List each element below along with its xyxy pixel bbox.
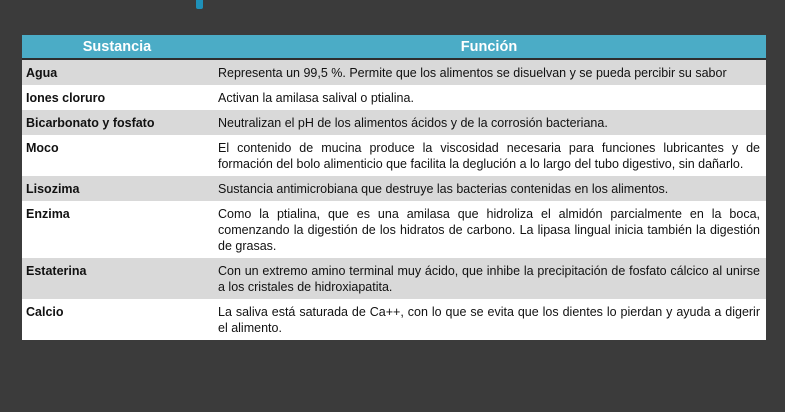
substance-name: Moco: [22, 135, 212, 176]
table-row: [22, 201, 766, 258]
substance-name: Bicarbonato y fosfato: [22, 110, 212, 135]
substance-function: Como la ptialina, que es una amilasa que hidroliza el almidón parcialmente en la boca, comenzando la digestión de los hidratos de carbono. La lipasa lingual inicia también la digestión de grasas.: [212, 201, 766, 258]
substance-function: La saliva está saturada de Ca++, con lo que se evita que los dientes lo pierdan y ayuda a digerir el alimento.: [212, 299, 766, 340]
substance-function: Activan la amilasa salival o ptialina.: [212, 85, 766, 110]
substance-name: Estaterina: [22, 258, 212, 299]
table-row: [22, 85, 766, 110]
column-header-substance: Sustancia: [22, 35, 212, 59]
saliva-components-table: [22, 35, 766, 412]
substance-name: Calcio: [22, 299, 212, 340]
substance-function: Sustancia antimicrobiana que destruye las bacterias contenidas en los alimentos.: [212, 176, 766, 201]
table-row: [22, 135, 766, 176]
column-header-function: Función: [212, 35, 766, 59]
substance-name: Agua: [22, 59, 212, 85]
substance-name: Lisozima: [22, 176, 212, 201]
table-row: [22, 59, 766, 85]
table-header-row: [22, 35, 766, 59]
substance-function: Con un extremo amino terminal muy ácido, que inhibe la precipitación de fosfato cálcico al unirse a los cristales de hidroxiapatita.: [212, 258, 766, 299]
table-row: [22, 110, 766, 135]
table-row: [22, 299, 766, 340]
substance-function: Representa un 99,5 %. Permite que los alimentos se disuelvan y se pueda percibir su sabor: [212, 59, 766, 85]
substance-name: Enzima: [22, 201, 212, 258]
substance-name: Iones cloruro: [22, 85, 212, 110]
header-accent-mark: [196, 0, 203, 9]
table-row: [22, 176, 766, 201]
substance-function: Neutralizan el pH de los alimentos ácidos y de la corrosión bacteriana.: [212, 110, 766, 135]
substance-function-table: [22, 35, 766, 340]
substance-function: El contenido de mucina produce la viscosidad necesaria para funciones lubricantes y de formación del bolo alimenticio que facilita la deglución a lo largo del tubo digestivo, sin dañarlo.: [212, 135, 766, 176]
table-row: [22, 258, 766, 299]
